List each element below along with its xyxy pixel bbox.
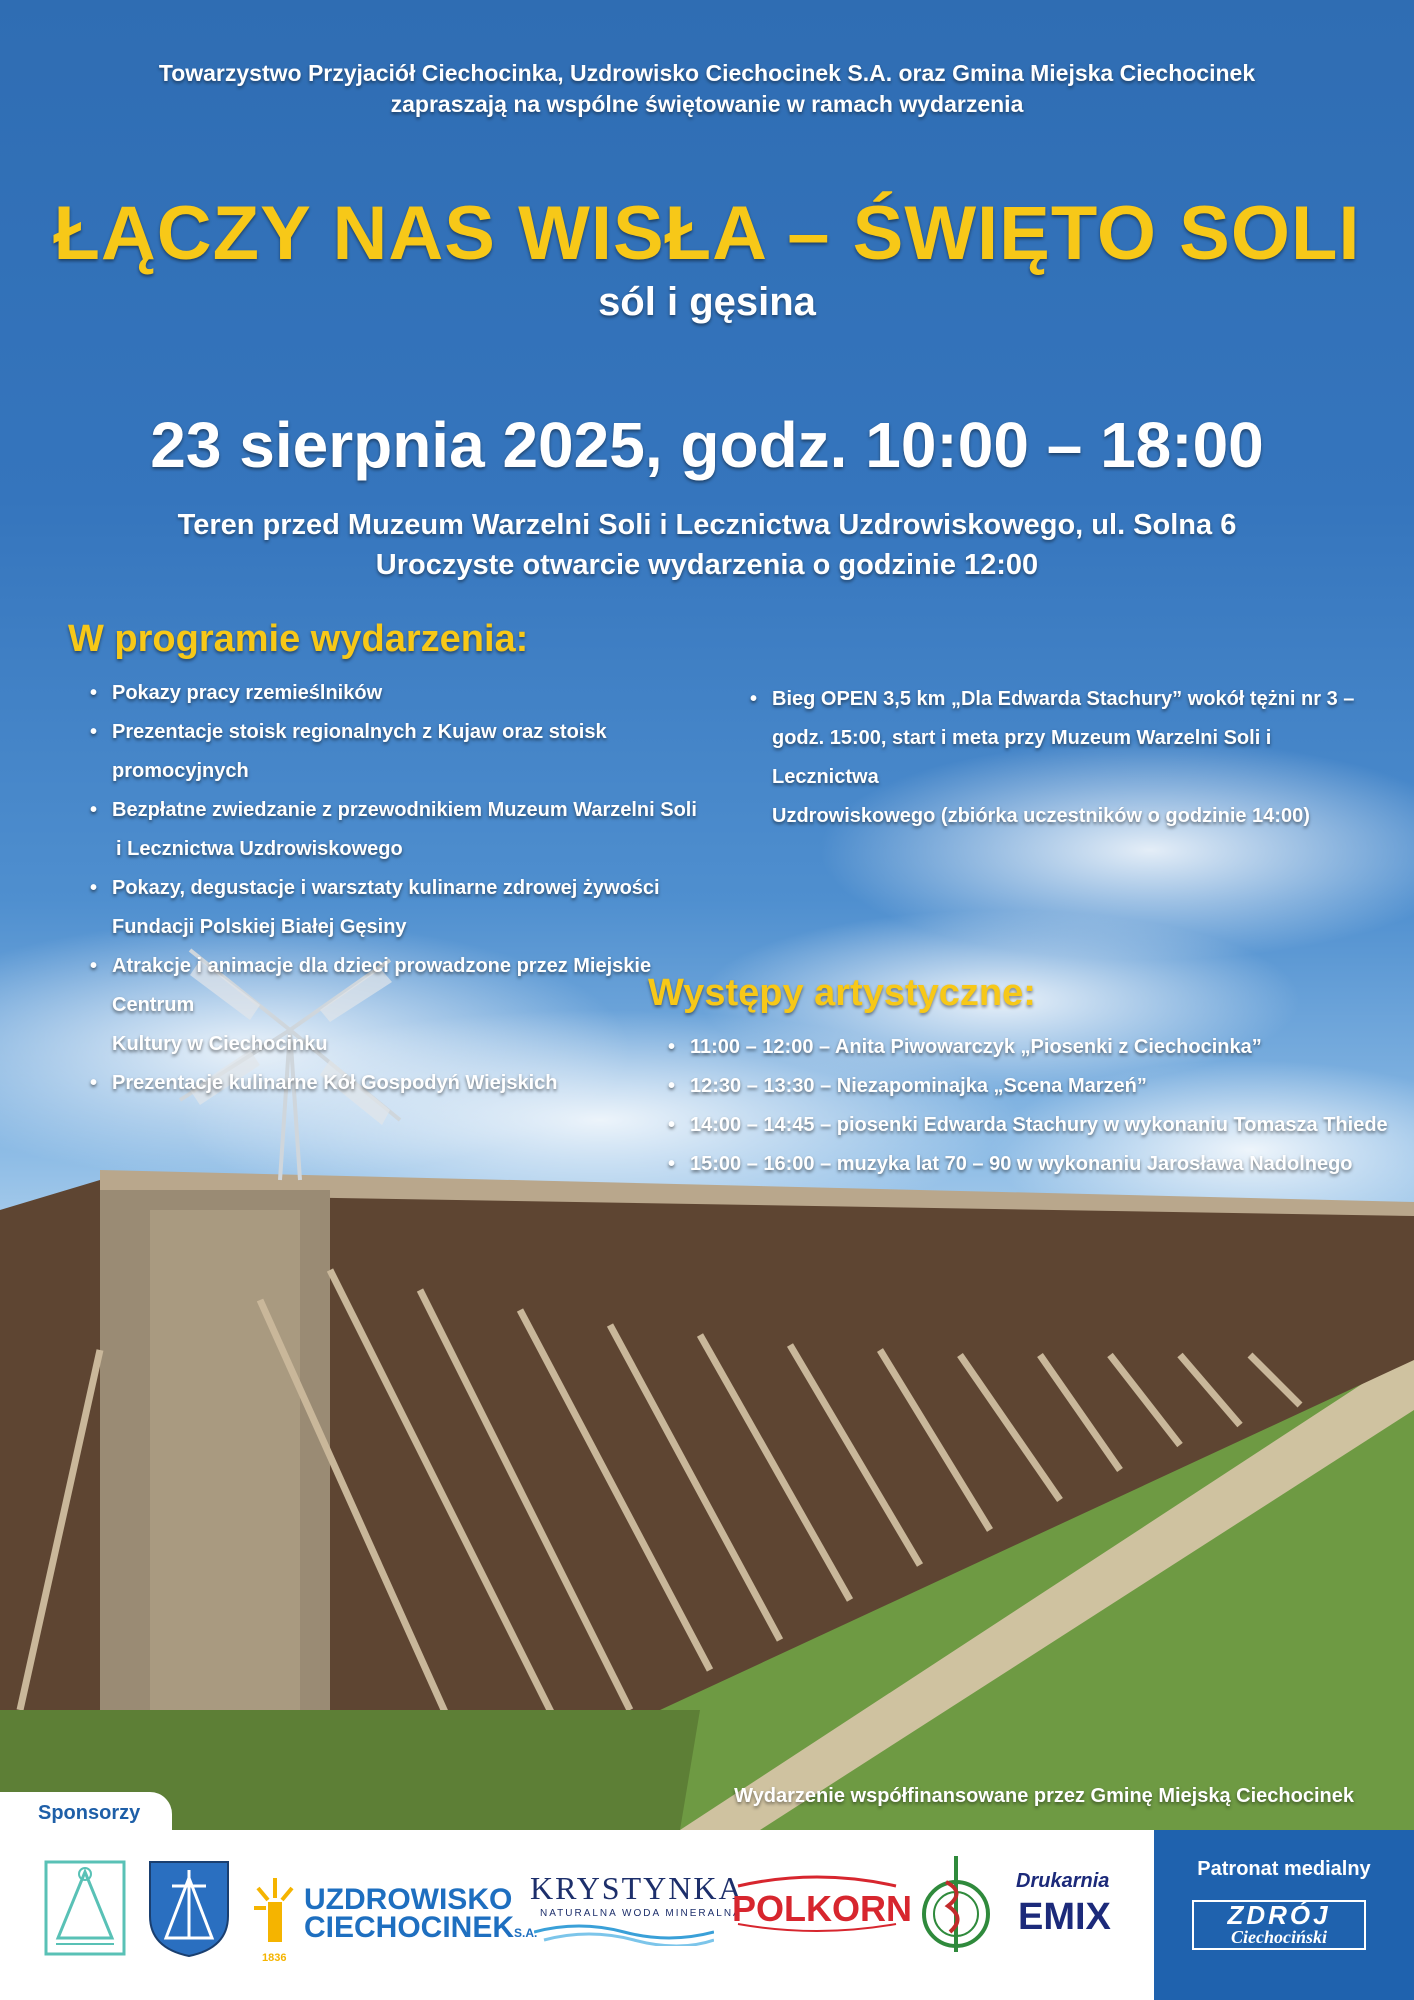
event-date: 23 sierpnia 2025, godz. 10:00 – 18:00 <box>150 409 1264 481</box>
pharmacy-emblem-icon <box>918 1852 994 1962</box>
list-item: • Atrakcje i animacje dla dzieci prowadzone przez Miejskie Centrum Kultury w Ciechocinku <box>82 947 722 1064</box>
list-item: • Pokazy, degustacje i warsztaty kulinarne zdrowej żywości Fundacji Polskiej Białej Gęsiny <box>82 869 722 947</box>
list-item: • Prezentacje kulinarne Kół Gospodyń Wiejskich <box>82 1064 722 1103</box>
list-item: • Bezpłatne zwiedzanie z przewodnikiem Muzeum Warzelni Soli i Lecznictwa Uzdrowiskowego <box>82 791 722 869</box>
emix-logo: EMIX <box>1018 1896 1111 1938</box>
organizers-line-1: Towarzystwo Przyjaciół Ciechocinka, Uzdrowisko Ciechocinek S.A. oraz Gmina Miejska Ciechocinek <box>158 60 1256 86</box>
drukarnia-label: Drukarnia <box>1016 1870 1110 1892</box>
sponsors-label: Sponsorzy <box>38 1802 141 1824</box>
event-venue-block <box>0 505 1414 585</box>
graduation-tower-illustration <box>0 1150 1414 1830</box>
list-item: • Pokazy pracy rzemieślników <box>82 674 722 713</box>
krystynka-tagline: NATURALNA WODA MINERALNA <box>540 1908 742 1919</box>
list-item: • 15:00 – 16:00 – muzyka lat 70 – 90 w wykonaniu Jarosława Nadolnego <box>660 1145 1400 1184</box>
event-subtitle: sól i gęsina <box>598 280 816 324</box>
media-patron-label: Patronat medialny <box>1197 1858 1371 1880</box>
program-heading: W programie wydarzenia: <box>68 618 529 660</box>
ciechocinek-coat-of-arms-icon <box>146 1858 232 1958</box>
krystynka-wave-icon <box>534 1920 714 1946</box>
polkorn-logo: POLKORN <box>732 1888 912 1929</box>
organizers-text <box>0 58 1414 120</box>
list-item: • 11:00 – 12:00 – Anita Piwowarczyk „Piosenki z Ciechocinka” <box>660 1028 1400 1067</box>
uzdrowisko-logo: UZDROWISKO CIECHOCINEKS.A. <box>304 1883 538 1944</box>
list-item: • Prezentacje stoisk regionalnych z Kujaw oraz stoisk promocyjnych <box>82 713 722 791</box>
cofinanced-note: Wydarzenie współfinansowane przez Gminę Miejską Ciechocinek <box>734 1785 1354 1807</box>
event-opening: Uroczyste otwarcie wydarzenia o godzinie 12:00 <box>375 549 1039 581</box>
performances-list <box>660 1028 1400 1184</box>
program-list-left <box>82 674 722 1103</box>
krystynka-logo: KRYSTYNKA <box>530 1870 744 1906</box>
program-list-right <box>742 680 1382 836</box>
friends-society-logo-icon <box>42 1858 128 1958</box>
organizers-line-2: zapraszają na wspólne świętowanie w ramach wydarzenia <box>390 91 1024 117</box>
list-item: • 12:30 – 13:30 – Niezapominajka „Scena Marzeń” <box>660 1067 1400 1106</box>
event-title: ŁĄCZY NAS WISŁA – ŚWIĘTO SOLI <box>53 191 1361 276</box>
uzdrowisko-year: 1836 <box>262 1952 287 1964</box>
list-item: • 14:00 – 14:45 – piosenki Edwarda Stachury w wykonaniu Tomasza Thiede <box>660 1106 1400 1145</box>
sponsor-logo-bar <box>0 1830 1154 2000</box>
list-item: • Bieg OPEN 3,5 km „Dla Edwarda Stachury” wokół tężni nr 3 – godz. 15:00, start i meta przy Muzeum Warzelni Soli i Lecznictwa Uzdrowiskowego (zbiórka uczestników o godzinie 14:00) <box>742 680 1382 836</box>
event-venue: Teren przed Muzeum Warzelni Soli i Lecznictwa Uzdrowiskowego, ul. Solna 6 <box>177 509 1237 541</box>
performances-heading: Występy artystyczne: <box>648 972 1036 1014</box>
uzdrowisko-sun-icon <box>250 1868 300 1948</box>
zdroj-ciechocinski-logo: ZDRÓJ Ciechociński <box>1192 1900 1366 1950</box>
